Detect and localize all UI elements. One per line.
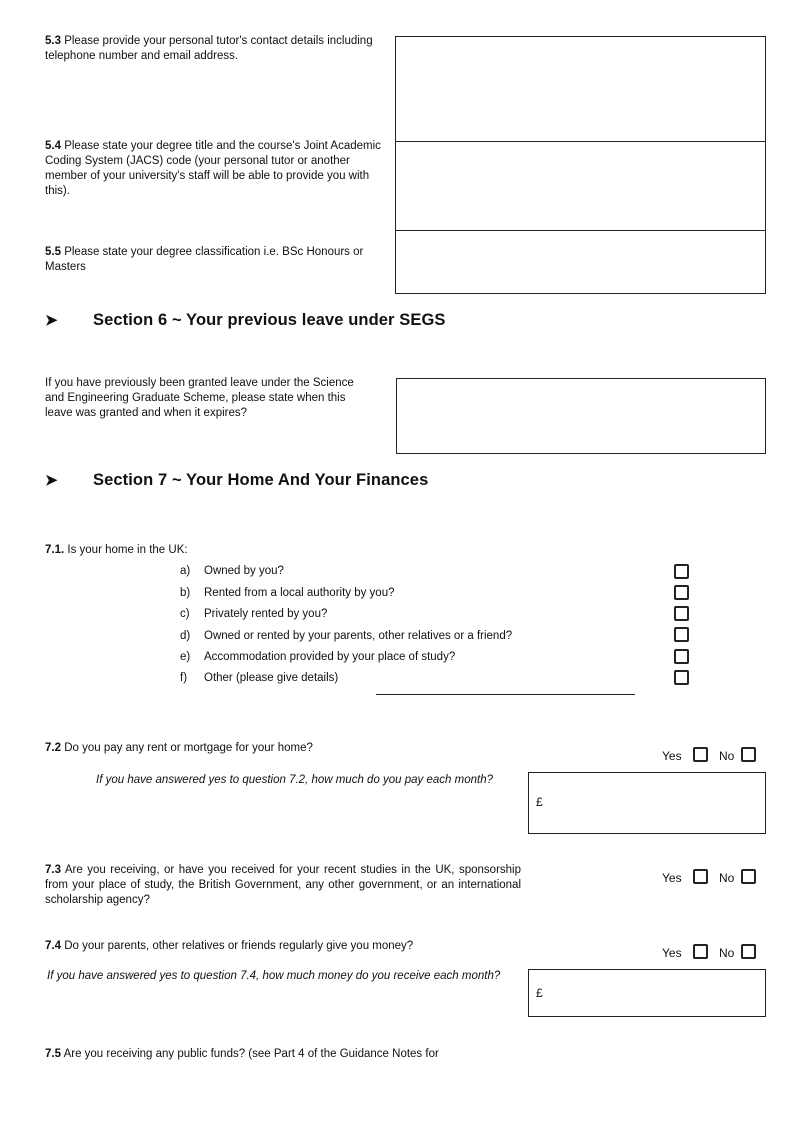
no-label: No xyxy=(719,946,735,960)
question-text: If you have previously been granted leave under the Science and Engineering Graduate Scheme, please state when this leave was granted and when it expires? xyxy=(45,377,354,419)
option-letter: d) xyxy=(180,630,191,642)
pound-sign: £ xyxy=(536,986,543,1000)
yes-label: Yes xyxy=(662,871,682,885)
checkbox-other[interactable] xyxy=(674,670,689,685)
follow-up-text: If you have answered yes to question 7.2, how much do you pay each month? xyxy=(96,774,493,786)
money-received-field[interactable] xyxy=(528,969,766,1017)
degree-classification-field[interactable] xyxy=(395,230,766,294)
question-7-5 xyxy=(45,1047,439,1062)
previous-leave-field[interactable] xyxy=(396,378,766,454)
question-5-5 xyxy=(45,245,390,275)
checkbox-privately-rented[interactable] xyxy=(674,606,689,621)
question-text: Do you pay any rent or mortgage for your home? xyxy=(64,742,313,754)
question-5-3 xyxy=(45,34,390,64)
follow-up-7-2 xyxy=(96,773,511,788)
option-f xyxy=(180,671,650,689)
question-7-4 xyxy=(45,939,413,954)
question-number: 5.5 xyxy=(45,246,61,258)
question-5-4 xyxy=(45,139,390,199)
question-text: Are you receiving, or have you received for your recent studies in the UK, sponsorship from your place of study, the British Government, any other government, or an international scholarship agency? xyxy=(45,864,521,906)
follow-up-7-4 xyxy=(47,969,525,984)
yes-label: Yes xyxy=(662,946,682,960)
option-text: Owned or rented by your parents, other relatives or a friend? xyxy=(204,630,513,642)
yes-no-7-4 xyxy=(662,946,762,962)
checkbox-no[interactable] xyxy=(741,869,756,884)
checkbox-yes[interactable] xyxy=(693,944,708,959)
question-number: 5.3 xyxy=(45,35,61,47)
checkbox-place-of-study[interactable] xyxy=(674,649,689,664)
question-7-1 xyxy=(45,543,188,558)
question-text: Please provide your personal tutor's contact details including telephone number and email address. xyxy=(45,35,373,62)
option-text: Accommodation provided by your place of study? xyxy=(204,651,456,663)
option-d xyxy=(180,629,650,647)
degree-title-field[interactable] xyxy=(395,141,766,231)
checkbox-local-authority[interactable] xyxy=(674,585,689,600)
checkbox-no[interactable] xyxy=(741,747,756,762)
question-number: 7.4 xyxy=(45,940,61,952)
checkbox-owned[interactable] xyxy=(674,564,689,579)
arrow-right-icon: ➤ xyxy=(45,472,58,489)
section-title: Section 7 ~ Your Home And Your Finances xyxy=(93,471,429,489)
question-number: 5.4 xyxy=(45,140,61,152)
question-text: Are you receiving any public funds? (see Part 4 of the Guidance Notes for xyxy=(63,1048,439,1060)
question-number: 7.3 xyxy=(45,864,61,876)
rent-amount-field[interactable] xyxy=(528,772,766,834)
option-c xyxy=(180,607,650,625)
option-a xyxy=(180,564,650,582)
checkbox-yes[interactable] xyxy=(693,747,708,762)
option-letter: c) xyxy=(180,608,190,620)
option-e xyxy=(180,650,650,668)
question-6 xyxy=(45,376,365,421)
no-label: No xyxy=(719,871,735,885)
option-letter: f) xyxy=(180,672,188,684)
question-text: Do your parents, other relatives or friends regularly give you money? xyxy=(64,940,414,952)
yes-label: Yes xyxy=(662,749,682,763)
no-label: No xyxy=(719,749,735,763)
section-title: Section 6 ~ Your previous leave under SEGS xyxy=(93,311,446,329)
question-text: Is your home in the UK: xyxy=(67,544,188,556)
question-text: Please state your degree title and the course's Joint Academic Coding System (JACS) code (your personal tutor or another member of your university's staff will be able to provide you with this). xyxy=(45,140,381,197)
option-text: Rented from a local authority by you? xyxy=(204,587,395,599)
section-6-heading xyxy=(45,313,446,328)
option-text: Owned by you? xyxy=(204,565,284,577)
follow-up-text: If you have answered yes to question 7.4, how much money do you receive each month? xyxy=(47,970,501,982)
checkbox-parents-relatives[interactable] xyxy=(674,627,689,642)
question-7-2 xyxy=(45,741,313,756)
question-number: 7.5 xyxy=(45,1048,61,1060)
question-7-3 xyxy=(45,863,521,908)
checkbox-yes[interactable] xyxy=(693,869,708,884)
question-text: Please state your degree classification i.e. BSc Honours or Masters xyxy=(45,246,364,273)
option-text: Privately rented by you? xyxy=(204,608,328,620)
option-letter: b) xyxy=(180,587,191,599)
option-text: Other (please give details) xyxy=(204,672,339,684)
question-number: 7.2 xyxy=(45,742,61,754)
question-number: 7.1. xyxy=(45,544,65,556)
option-letter: e) xyxy=(180,651,191,663)
tutor-contact-field[interactable] xyxy=(395,36,766,142)
option-b xyxy=(180,586,650,604)
option-letter: a) xyxy=(180,565,191,577)
pound-sign: £ xyxy=(536,795,543,809)
arrow-right-icon: ➤ xyxy=(45,312,58,329)
section-7-heading xyxy=(45,473,428,488)
yes-no-7-2 xyxy=(662,749,762,765)
checkbox-no[interactable] xyxy=(741,944,756,959)
yes-no-7-3 xyxy=(662,871,762,887)
other-details-line[interactable] xyxy=(376,694,635,695)
